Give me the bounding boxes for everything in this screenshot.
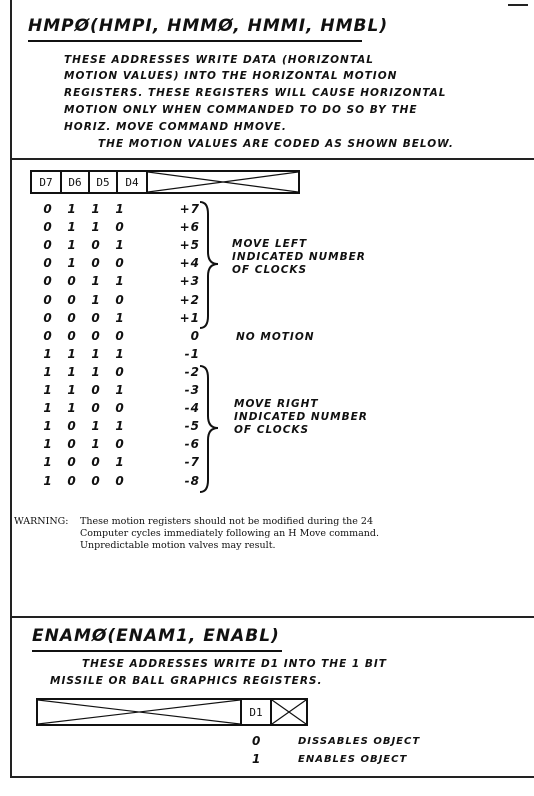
motion-row [36,381,200,399]
move-left-label-3: OF CLOCKS [232,264,308,276]
bit-value: 0 [115,473,125,488]
motion-value: +1 [179,310,200,325]
move-left-label-1: MOVE LEFT [232,238,308,250]
bit-value: 1 [91,274,101,289]
motion-row [36,453,200,471]
motion-row [36,309,200,327]
bit-value: 1 [91,437,101,452]
section2-title-underline [32,650,282,652]
motion-row [36,254,200,272]
bit-value: 1 [43,346,53,361]
motion-value: +2 [179,292,200,307]
motion-value: +5 [179,238,200,253]
motion-value: -8 [184,473,200,488]
motion-row [36,472,200,490]
section1-para-line-5: HORIZ. MOVE COMMAND HMOVE. [64,121,287,133]
unused-bits-x-mark [148,172,298,192]
move-right-label-1: MOVE RIGHT [234,398,319,410]
bit-value: 0 [67,310,77,325]
bit-value: 0 [115,328,125,343]
bit-value: 0 [67,437,77,452]
bit-header-d7: D7 [32,172,62,192]
motion-value: -2 [184,364,200,379]
motion-row [36,236,200,254]
bit-value: 1 [43,419,53,434]
section2-title: ENAMØ(ENAM1, ENABL) [32,626,280,646]
bit-value: 0 [115,256,125,271]
bit-value: 1 [67,256,77,271]
move-left-brace [198,200,222,330]
unused-bit-x-mark-right [272,700,306,724]
motion-row [36,399,200,417]
bit-value: 1 [91,202,101,216]
motion-row [36,327,200,345]
section1-para-line-4: MOTION ONLY WHEN COMMANDED TO DO SO BY THE [64,104,418,116]
bit-value: 1 [43,401,53,416]
bit-value: 1 [115,419,125,434]
bit-value: 0 [67,328,77,343]
motion-row [36,363,200,381]
bit-header-d5: D5 [90,172,118,192]
move-left-label-2: INDICATED NUMBER [232,251,366,263]
bit-value: 0 [91,455,101,470]
option-disables-label: DISSABLES OBJECT [298,735,421,747]
bit-value: 0 [67,419,77,434]
motion-value: +6 [179,220,200,235]
bit-value: 1 [115,202,125,216]
section1-title: HMPØ(HMPI, HMMØ, HMMI, HMBL) [28,16,389,36]
unused-bits-x-mark-left [38,700,242,724]
bit-value: 1 [115,238,125,253]
warning-label: WARNING: [14,516,69,527]
bit-value: 1 [91,364,101,379]
section1-para-line-2: MOTION VALUES) INTO THE HORIZONTAL MOTION [64,70,398,82]
motion-row [36,291,200,309]
bit-value: 1 [91,346,101,361]
bit-value: 1 [43,473,53,488]
move-right-brace [198,364,222,494]
bit-value: 1 [43,455,53,470]
bit-value: 1 [91,292,101,307]
bit-value: 0 [67,274,77,289]
no-motion-label: NO MOTION [236,331,315,343]
bit-value: 0 [91,473,101,488]
bit-value: 0 [91,383,101,397]
bit-value: 1 [43,437,53,452]
motion-row [36,435,200,453]
section1-title-underline [28,40,362,42]
bit-value: 1 [67,383,77,397]
bit-value: 0 [43,256,53,271]
section1-para-line-6: THE MOTION VALUES ARE CODED AS SHOWN BELOW. [98,138,454,150]
bit-value: 0 [67,473,77,488]
option-disables-row [252,734,420,748]
bit-value: 0 [67,292,77,307]
section2-para-line-2: MISSILE OR BALL GRAPHICS REGISTERS. [50,675,323,687]
bit-value: 1 [115,274,125,289]
bit-value: 1 [43,364,53,379]
bit-value: 1 [67,401,77,416]
bottom-border [10,776,534,778]
bit-value: 0 [91,256,101,271]
warning-line-1: These motion registers should not be modified during the 24 [80,516,374,527]
motion-value: +7 [179,202,200,216]
bit-value: 1 [67,346,77,361]
bit-value: 1 [115,346,125,361]
bit-value: 1 [67,238,77,253]
bit-header-d1: D1 [242,700,272,724]
bit-value: 0 [115,364,125,379]
bit-value: 0 [115,292,125,307]
section2-para-line-1: THESE ADDRESSES WRITE D1 INTO THE 1 BIT [82,658,387,670]
motion-value: -1 [184,346,200,361]
enable-bit-register [36,698,308,726]
bit-value: 0 [43,238,53,253]
option-enables-value: 1 [252,752,262,766]
bit-value: 0 [43,274,53,289]
motion-value: -3 [184,383,200,397]
option-disables-value: 0 [252,734,262,748]
bit-header-d4: D4 [118,172,148,192]
bit-value: 1 [43,383,53,397]
bit-header-d6: D6 [62,172,90,192]
bit-value: 1 [67,202,77,216]
bit-value: 1 [91,220,101,235]
bit-value: 0 [91,401,101,416]
bit-value: 1 [115,383,125,397]
bit-value: 1 [115,455,125,470]
motion-row [36,345,200,363]
motion-value: +3 [179,274,200,289]
bit-value: 0 [115,220,125,235]
bit-value: 0 [43,292,53,307]
bit-value: 0 [43,328,53,343]
bit-value: 0 [43,220,53,235]
option-enables-row [252,752,407,766]
bit-value: 1 [115,310,125,325]
warning-line-3: Unpredictable motion valves may result. [80,540,276,551]
motion-bit-register [30,170,300,194]
motion-row [36,272,200,290]
section1-para-line-3: REGISTERS. THESE REGISTERS WILL CAUSE HORIZONTAL [64,87,447,99]
motion-value: +4 [179,256,200,271]
motion-value: -6 [184,437,200,452]
warning-line-2: Computer cycles immediately following an H Move command. [80,528,380,539]
bit-value: 1 [67,364,77,379]
section1-divider [10,158,534,160]
section-divider [10,616,534,618]
bit-value: 1 [91,419,101,434]
motion-row [36,417,200,435]
bit-value: 0 [91,328,101,343]
motion-row [36,200,200,218]
motion-row [36,218,200,236]
bit-value: 0 [91,310,101,325]
corner-mark [508,0,528,6]
motion-value: -4 [184,401,200,416]
move-right-label-2: INDICATED NUMBER [234,411,368,423]
move-right-label-3: OF CLOCKS [234,424,310,436]
bit-value: 0 [43,202,53,216]
motion-value: -7 [184,455,200,470]
bit-value: 0 [115,401,125,416]
bit-value: 0 [91,238,101,253]
bit-value: 0 [115,437,125,452]
bit-value: 0 [67,455,77,470]
motion-value: 0 [190,328,200,343]
motion-value: -5 [184,419,200,434]
bit-value: 1 [67,220,77,235]
section1-para-line-1: THESE ADDRESSES WRITE DATA (HORIZONTAL [64,54,374,66]
left-border [10,0,12,778]
bit-value: 0 [43,310,53,325]
option-enables-label: ENABLES OBJECT [298,753,408,765]
